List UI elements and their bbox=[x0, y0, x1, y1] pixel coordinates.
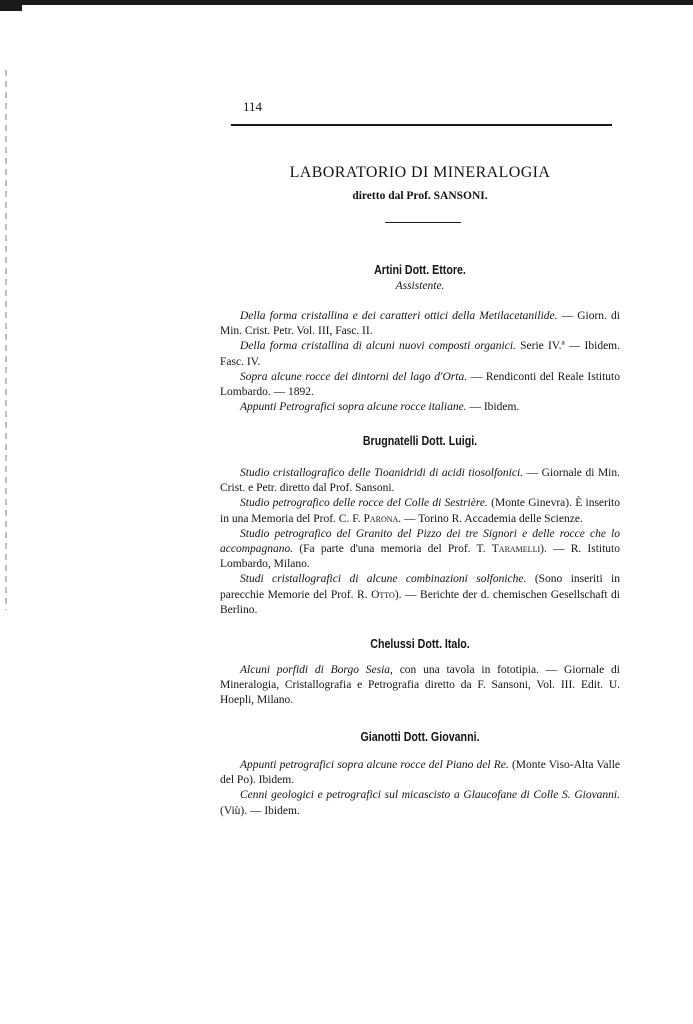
work-text: ). — Berichte der d. chemischen Gesellschaft di Berlino. bbox=[220, 588, 620, 616]
work-title: Studio petrografico del Granito del Pizzo dei tre Signori e delle rocce che lo accompagnano. bbox=[220, 527, 620, 556]
work-title: Cenni geologici e petrografici sul micascisto a Glaucofane di Colle S. Giovanni. bbox=[240, 789, 620, 802]
work-item bbox=[220, 370, 620, 400]
author-name: Taramelli bbox=[491, 543, 541, 556]
entry-works bbox=[220, 466, 620, 618]
entry-name: Brugnatelli Dott. Luigi. bbox=[362, 433, 478, 448]
page-corner-mark bbox=[0, 0, 22, 11]
entry-name: Chelussi Dott. Italo. bbox=[370, 636, 470, 651]
entry-works bbox=[220, 663, 620, 709]
work-item bbox=[220, 663, 620, 709]
work-item bbox=[220, 466, 620, 496]
page-subtitle: diretto dal Prof. SANSONI. bbox=[352, 190, 488, 202]
work-item bbox=[220, 309, 620, 339]
work-title: Appunti petrografici sopra alcune rocce del Piano del Re. bbox=[240, 759, 509, 771]
author-name: Parona bbox=[363, 512, 399, 525]
work-text: — Rendiconti del Reale Istituto Lombardo. — 1892. bbox=[220, 370, 621, 399]
entry-chelussi bbox=[220, 636, 620, 709]
work-item bbox=[220, 339, 620, 369]
work-item bbox=[220, 527, 620, 573]
header-rule bbox=[231, 124, 612, 126]
work-item bbox=[220, 758, 620, 788]
work-text: — Ibidem. bbox=[466, 401, 520, 414]
work-text: ). — R. Istituto Lombardo, Milano. bbox=[220, 543, 620, 571]
work-item bbox=[220, 788, 620, 818]
work-text: Serie IV.ª — Ibidem. Fasc. IV. bbox=[220, 340, 620, 368]
work-text: (Viù). — Ibidem. bbox=[220, 804, 300, 817]
work-text: (Monte Ginevra). È inserito in una Memoria del Prof. C. F. bbox=[220, 497, 620, 525]
work-text: (Monte Viso-Alta Valle del Po). Ibidem. bbox=[220, 759, 621, 787]
work-item bbox=[220, 496, 620, 526]
page-number: 114 bbox=[243, 99, 263, 114]
work-title: Alcuni porfidi di Borgo Sesia, bbox=[240, 664, 393, 676]
entry-works bbox=[220, 758, 620, 819]
entry-name: Gianotti Dott. Giovanni. bbox=[360, 729, 480, 744]
binding-edge bbox=[5, 70, 7, 610]
page-top-border bbox=[0, 0, 693, 5]
work-title: Della forma cristallina e dei caratteri ottici della Metilacetanilide. bbox=[240, 310, 558, 322]
work-item bbox=[220, 572, 620, 618]
work-title: Studio petrografico delle rocce del Colle di Sestrière. bbox=[240, 497, 488, 510]
page-title: LABORATORIO DI MINERALOGIA bbox=[289, 164, 551, 181]
work-title: Studi cristallografici di alcune combinazioni solfoniche. bbox=[240, 573, 527, 586]
work-text: — Giornale di Min. Crist. e Petr. diretto dal Prof. Sansoni. bbox=[220, 467, 620, 495]
work-title: Sopra alcune rocce dei dintorni del lago d'Orta. bbox=[240, 370, 468, 383]
entry-name: Artini Dott. Ettore. bbox=[374, 262, 466, 277]
work-title: Appunti Petrografici sopra alcune rocce italiane. bbox=[240, 401, 467, 414]
work-item bbox=[220, 400, 620, 415]
entry-works bbox=[220, 309, 620, 415]
work-text: (Fa parte d'una memoria del Prof. T. bbox=[293, 543, 492, 556]
work-text: (Sono inseriti in parecchie Memorie del Prof. R. bbox=[220, 573, 620, 601]
work-text: . — Torino R. Accademia delle Scienze. bbox=[398, 512, 583, 525]
title-divider bbox=[385, 222, 461, 223]
entry-gianotti bbox=[220, 729, 620, 819]
work-text: — Giorn. di Min. Crist. Petr. Vol. III, Fasc. II. bbox=[220, 310, 620, 338]
work-title: Della forma cristallina di alcuni nuovi composti organici. bbox=[240, 340, 516, 353]
entry-artini bbox=[220, 262, 620, 415]
entry-role: Assistente. bbox=[395, 280, 445, 292]
work-text: con una tavola in fototipia. — Giornale di Mineralogia, Cristallografia e Petrografia diretto da F. Sansoni, Vol. III. Edit. U. Hoepli, Milano. bbox=[220, 664, 620, 707]
entry-brugnatelli bbox=[220, 433, 620, 618]
work-title: Studio cristallografico delle Tioanidridi di acidi tiosolfonici. bbox=[240, 467, 524, 479]
author-name: Otto bbox=[371, 588, 395, 601]
